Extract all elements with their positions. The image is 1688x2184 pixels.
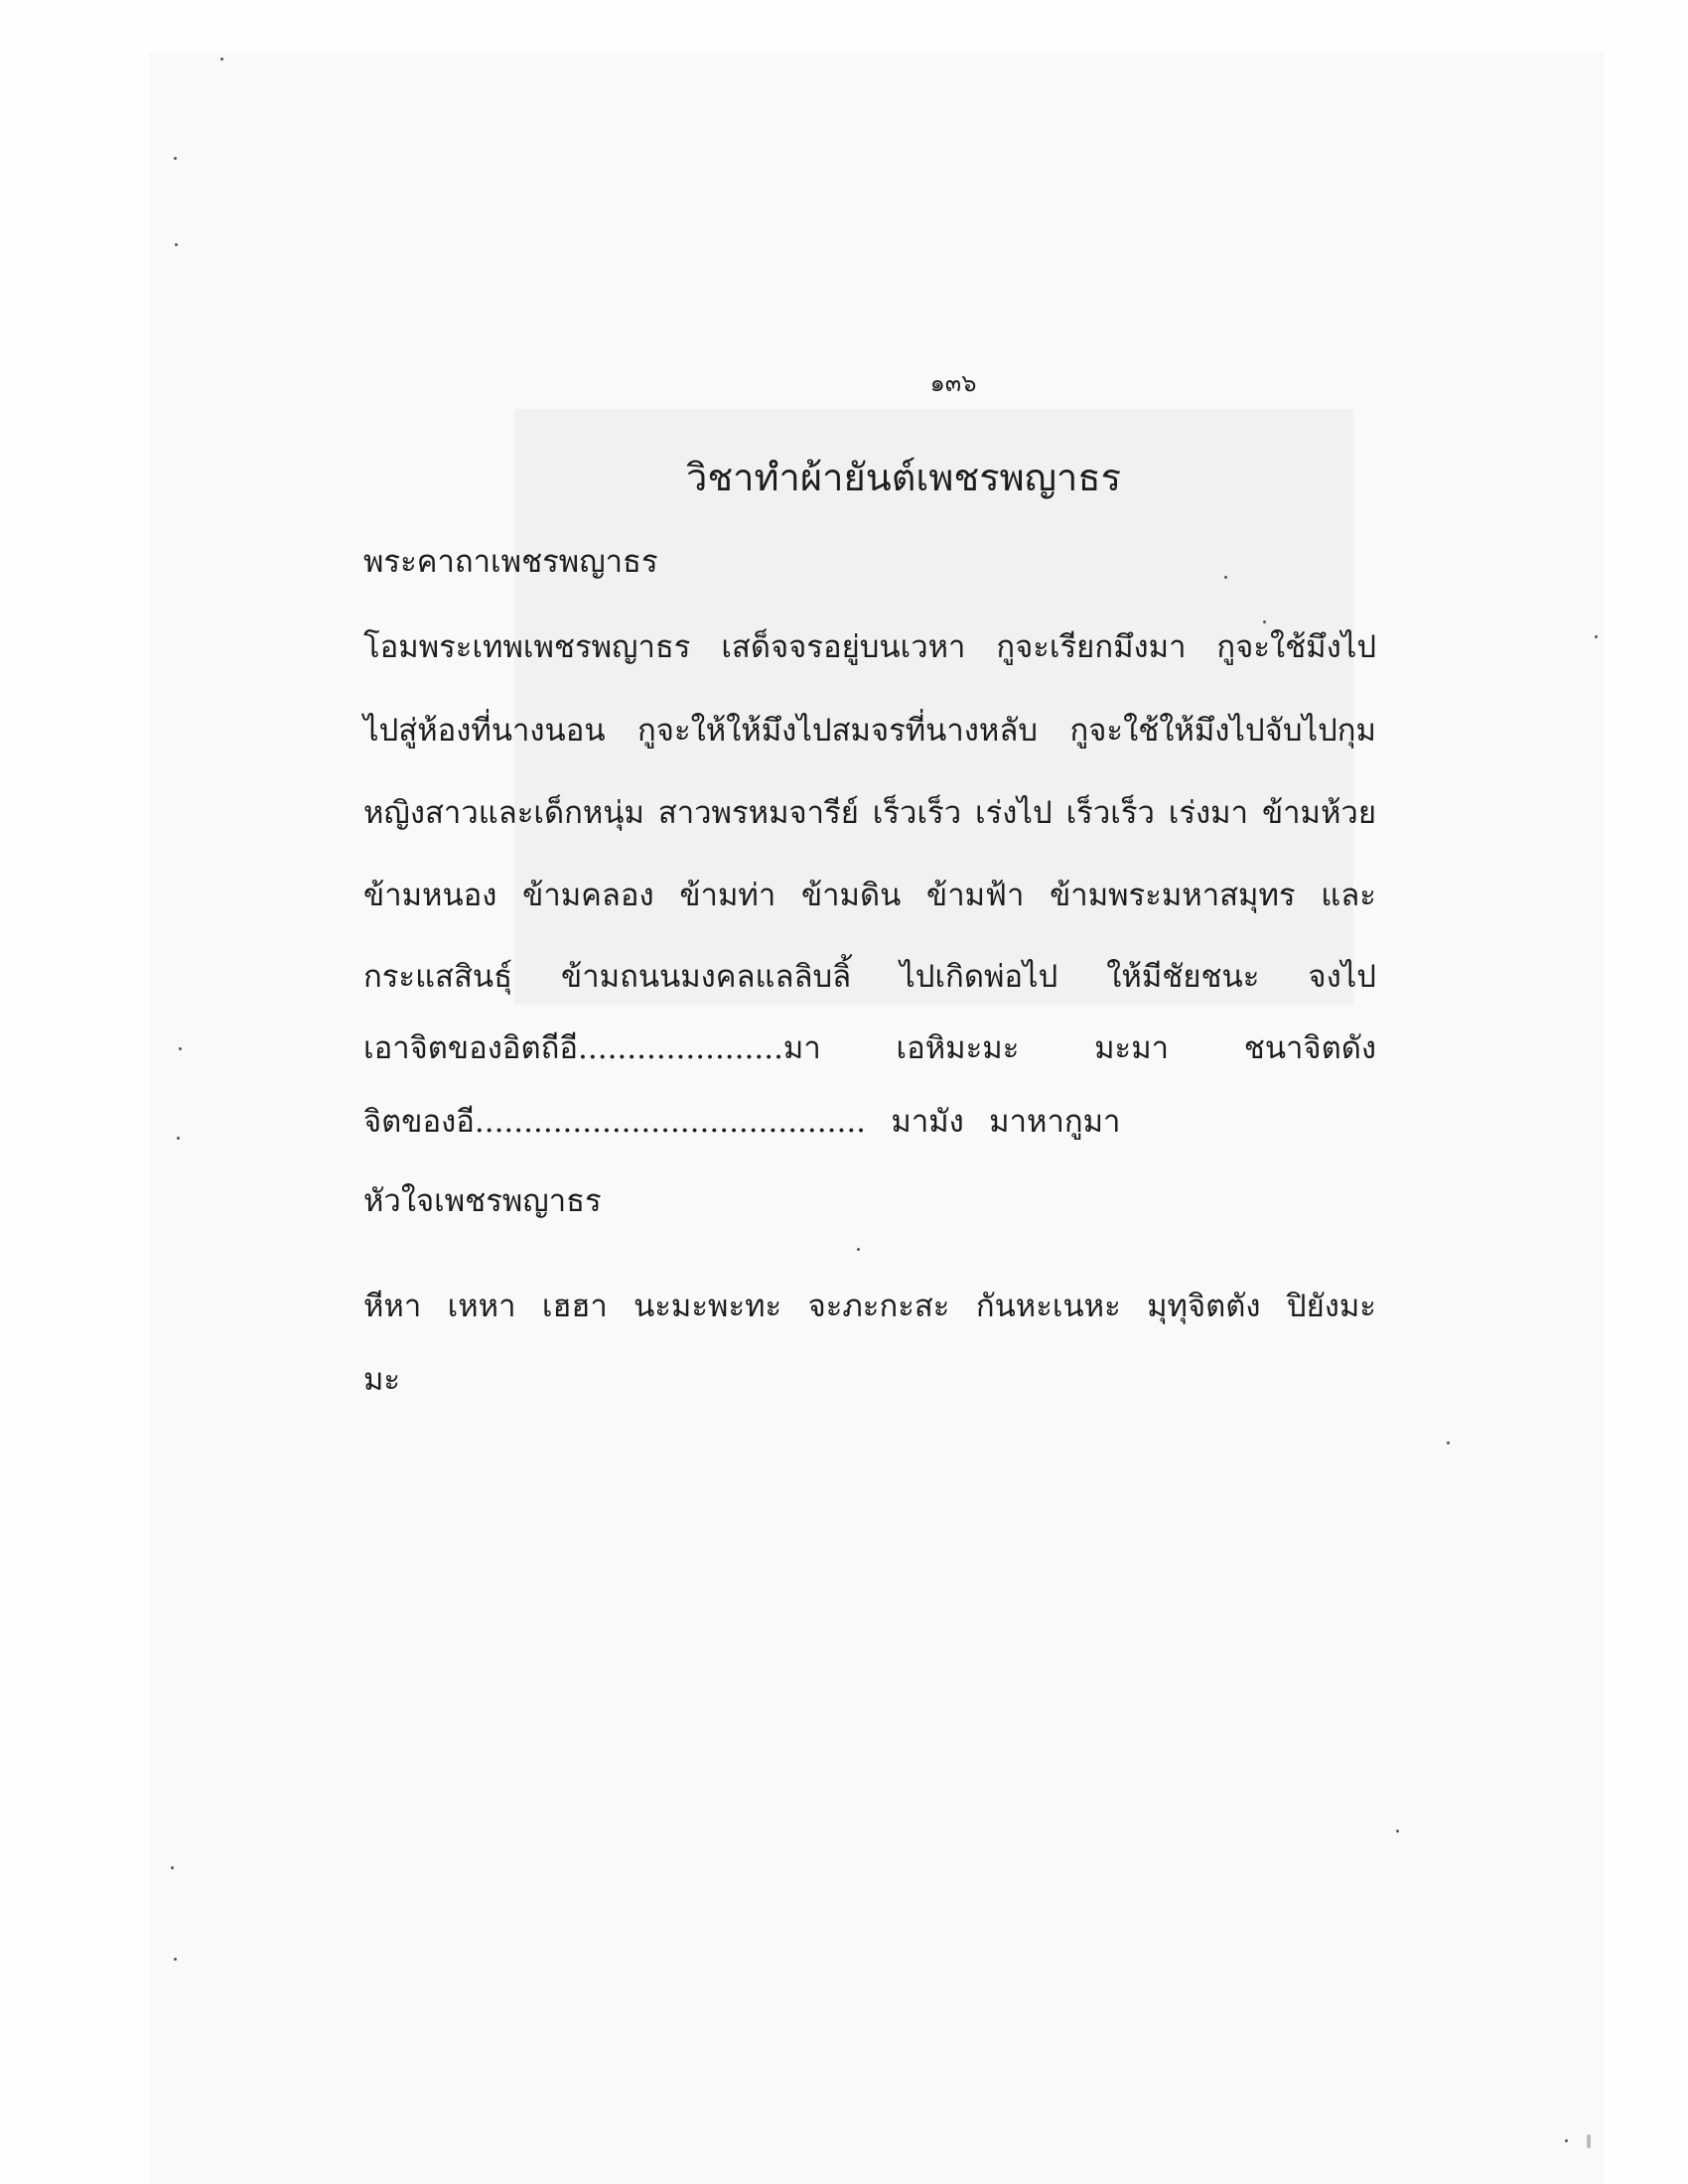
text-segment: จิตของอี........................................ [363, 1104, 867, 1140]
text-segment: โอมพระเทพเพชรพญาธร [363, 629, 691, 665]
page-number: ๑๓๖ [929, 369, 977, 397]
text-segment: เร็วเร็ว [872, 795, 962, 831]
text-segment: และ [1321, 878, 1376, 913]
text-line [363, 1354, 1376, 1404]
text-segment: ข้ามหนอง [363, 878, 497, 913]
text-segment: จงไป [1308, 959, 1376, 995]
text-segment: ข้ามห้วย [1261, 795, 1376, 831]
text-line [363, 1023, 1376, 1072]
text-segment: เอหิมะมะ [896, 1030, 1020, 1066]
page-title: วิชาทำผ้ายันต์เพชรพญาธร [686, 456, 1121, 499]
text-segment: ข้ามดิน [800, 878, 902, 913]
text-segment: กูจะใช้มึงไป [1216, 629, 1376, 665]
section-heading-heart: หัวใจเพชรพญาธร [363, 1183, 602, 1219]
text-segment: เร็วเร็ว [1065, 795, 1155, 831]
text-segment: ให้มีชัยชนะ [1106, 959, 1260, 995]
scan-mark [1587, 2134, 1591, 2148]
text-segment: ข้ามคลอง [522, 878, 654, 913]
text-segment: นะมะพะทะ [633, 1289, 782, 1324]
scan-speck [220, 58, 223, 61]
text-line [363, 870, 1376, 919]
text-segment: กระแสสินธุ์ [363, 959, 513, 995]
text-line [363, 951, 1376, 1001]
text-segment: เหหา [447, 1289, 516, 1324]
text-segment: เร่งมา [1168, 795, 1249, 831]
scan-speck [1447, 1441, 1450, 1444]
text-segment: ข้ามท่า [679, 878, 776, 913]
scan-speck [177, 1137, 180, 1140]
scan-speck [174, 157, 177, 160]
text-segment: มะ [363, 1362, 401, 1398]
scan-speck [1565, 2139, 1568, 2142]
text-segment: ข้ามถนนมงคลแลลิบลิ้ [561, 959, 852, 995]
text-segment: เอาจิตของอิตถีอี.....................มา [363, 1030, 821, 1066]
text-line [363, 705, 1376, 754]
text-segment: เร่งไป [975, 795, 1053, 831]
scan-speck [1224, 576, 1227, 579]
text-segment: ปิยังมะ [1286, 1289, 1376, 1324]
text-segment: เฮฮา [541, 1289, 608, 1324]
scan-speck [171, 1866, 174, 1869]
text-segment: ชนาจิตดัง [1243, 1030, 1376, 1066]
text-segment: ข้ามฟ้า [926, 878, 1025, 913]
text-segment: ข้ามพระมหาสมุทร [1050, 878, 1296, 913]
scan-speck [1263, 620, 1266, 623]
text-line [363, 621, 1376, 671]
text-segment: จะภะกะสะ [807, 1289, 950, 1324]
scan-speck [857, 1248, 860, 1251]
text-line [363, 787, 1376, 837]
text-segment: ไปเกิดพ่อไป [900, 959, 1058, 995]
scan-speck [175, 243, 178, 246]
text-segment: หีหา [363, 1289, 422, 1324]
text-line [363, 1281, 1376, 1330]
text-segment: กูจะให้ให้มึงไปสมจรที่นางหลับ [637, 713, 1039, 749]
text-segment: กูจะใช้ให้มึงไปจับไปกุม [1069, 713, 1376, 749]
text-line [363, 1096, 1376, 1146]
text-segment: เสด็จจรอยู่บนเวหา [721, 629, 966, 665]
text-segment: กันหะเนหะ [975, 1289, 1121, 1324]
text-segment: มาหากูมา [989, 1104, 1121, 1140]
text-segment: สาวพรหมจารีย์ [657, 795, 859, 831]
text-segment: หญิงสาวและเด็กหนุ่ม [363, 795, 644, 831]
section-heading-incantation: พระคาถาเพชรพญาธร [363, 544, 658, 580]
text-segment: มะมา [1094, 1030, 1170, 1066]
scan-speck [1396, 1830, 1399, 1833]
scan-speck [179, 1047, 182, 1050]
scan-speck [174, 1958, 177, 1961]
text-segment: ไปสู่ห้องที่นางนอน [363, 713, 606, 749]
scan-speck [1595, 635, 1598, 638]
text-segment: กูจะเรียกมึงมา [996, 629, 1187, 665]
text-segment: มามัง [891, 1104, 964, 1140]
text-segment: มุทุจิตตัง [1147, 1289, 1261, 1324]
